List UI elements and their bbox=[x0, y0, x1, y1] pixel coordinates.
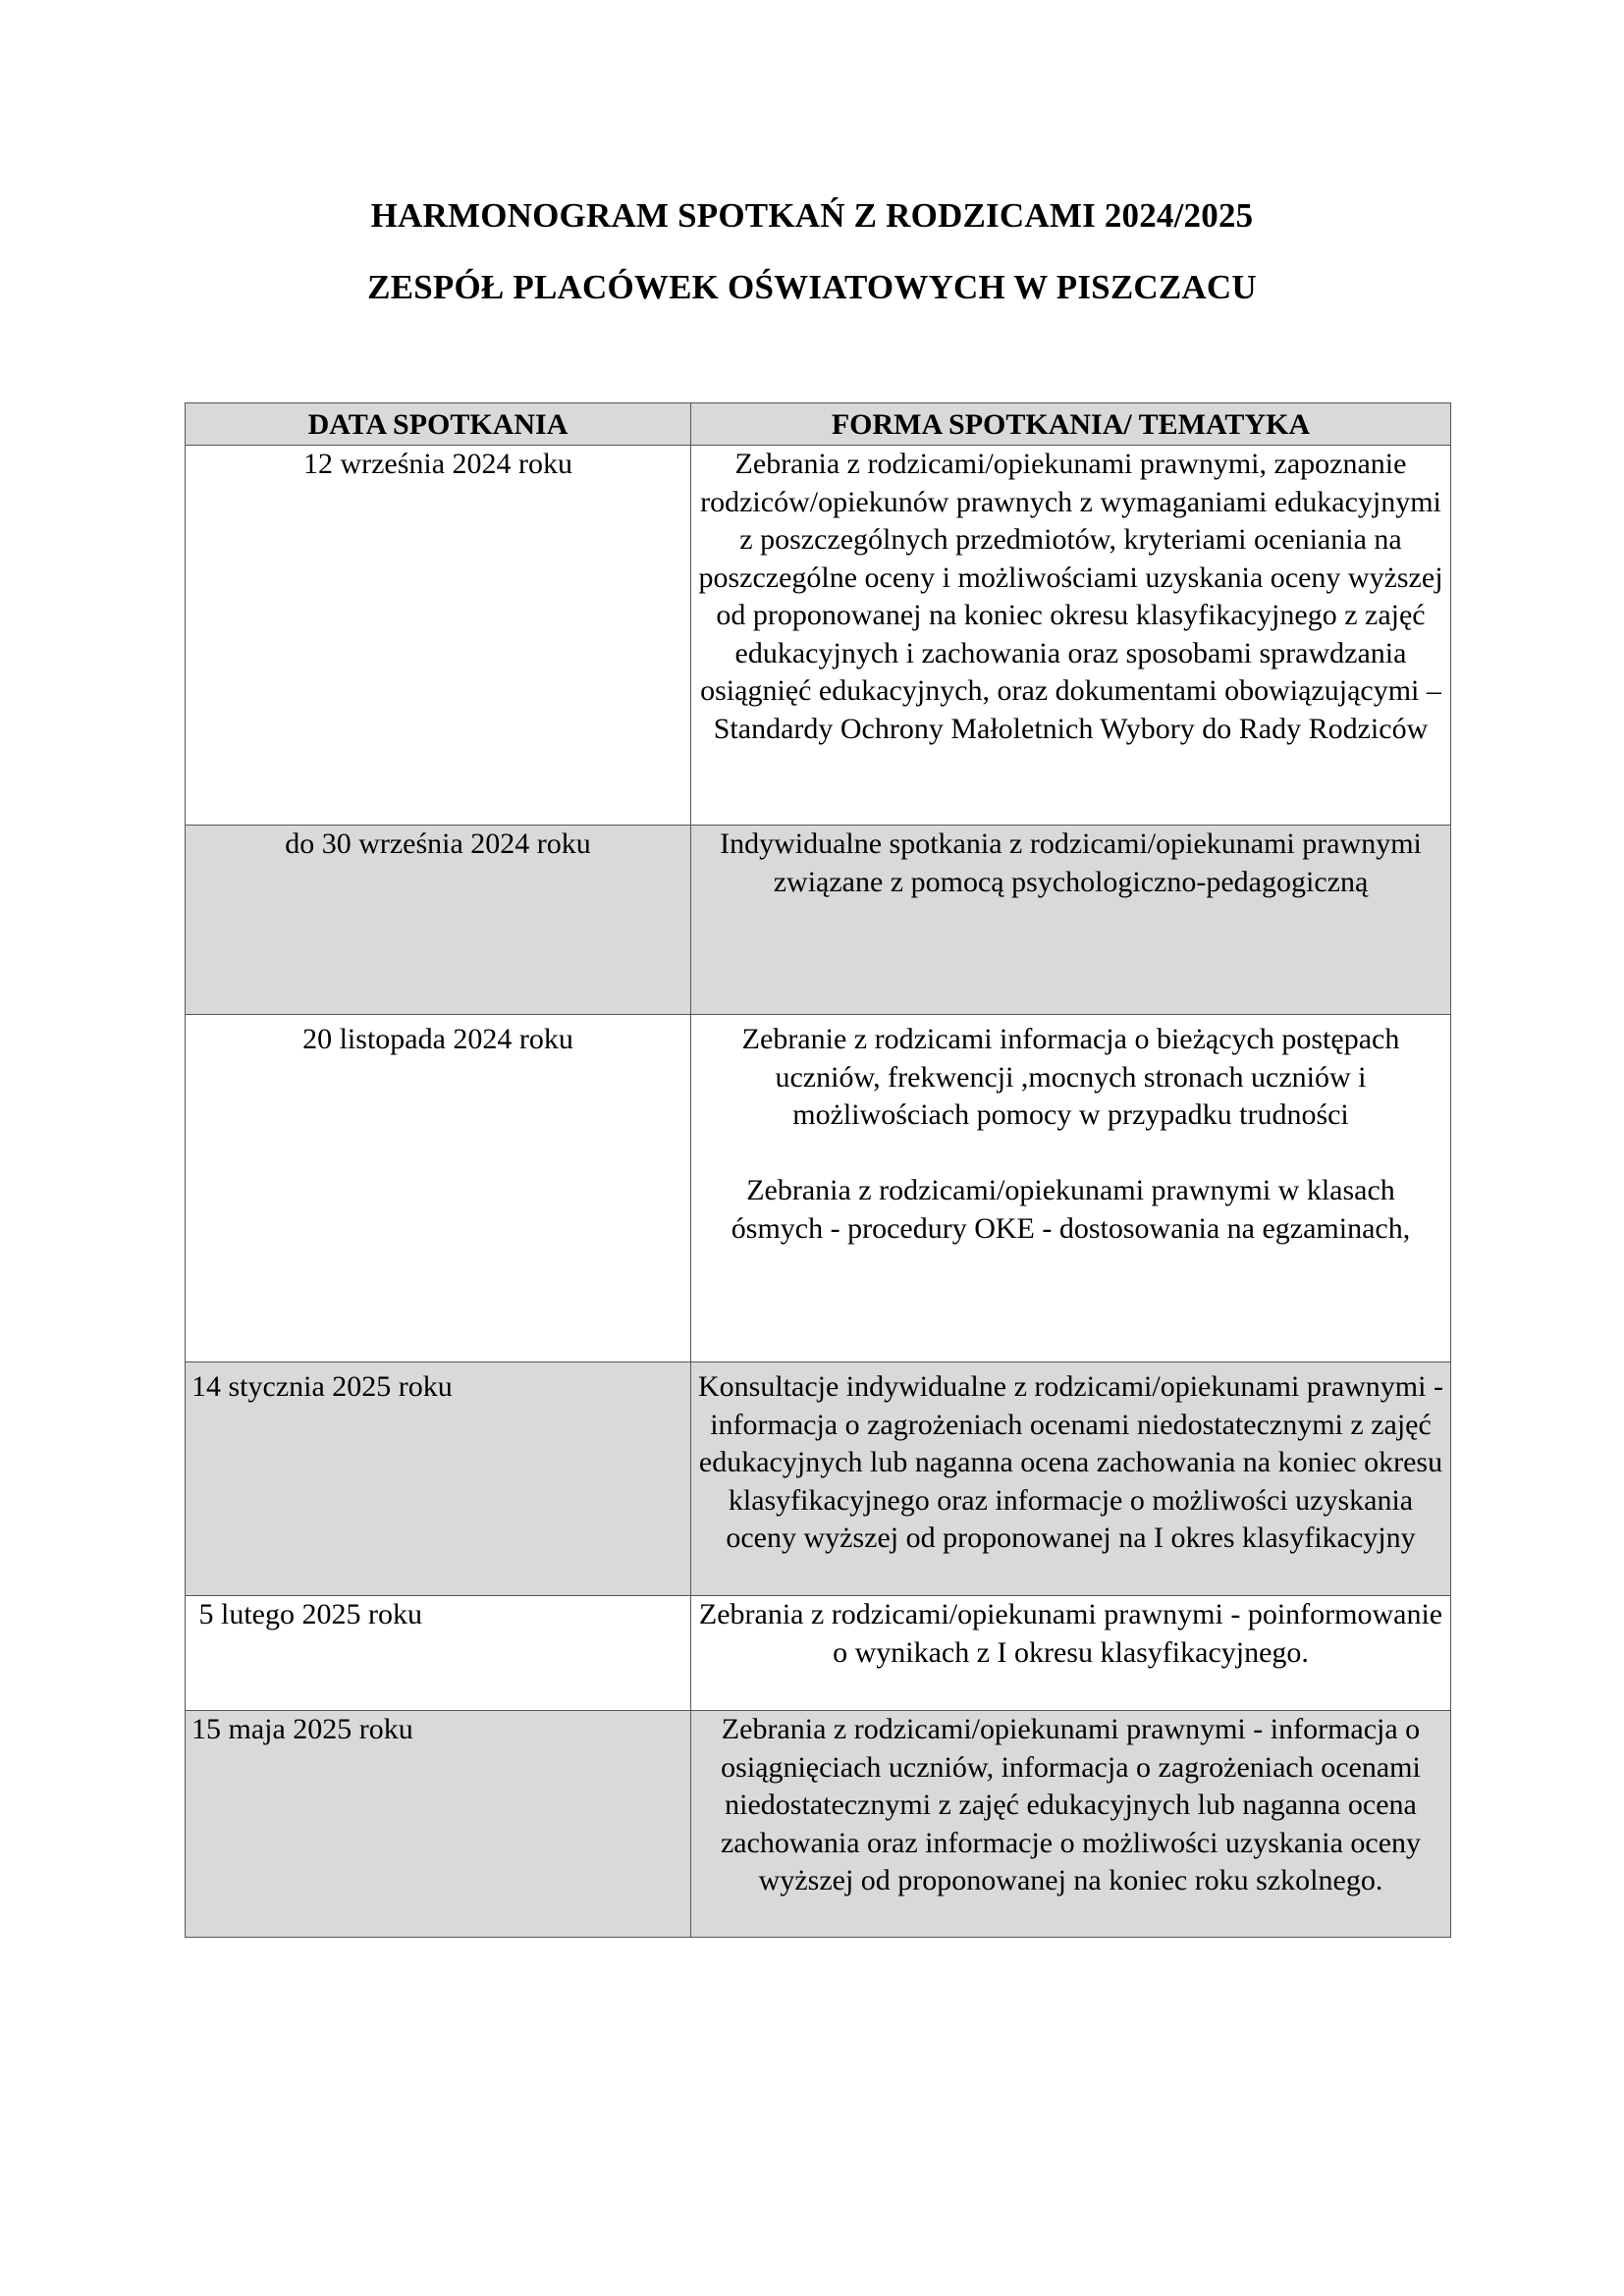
meeting-topic-text: Zebranie z rodzicami informacja o bieżących postępach uczniów, frekwencji ,mocnych stronach uczniów i możliwościach pomocy w przypadku trudności bbox=[741, 1023, 1400, 1131]
table-header-row bbox=[186, 403, 1451, 446]
meeting-topic-text: Konsultacje indywidualne z rodzicami/opiekunami prawnymi - informacja o zagrożeniach ocenami niedostatecznymi z zajęć edukacyjnych lub naganna ocena zachowania na koniec okresu klasyfikacyjnego oraz informacje o możliwości uzyskania oceny wyższej od proponowanej na I okres klasyfikacyjny bbox=[698, 1370, 1443, 1554]
document-subtitle: ZESPÓŁ PLACÓWEK OŚWIATOWYCH W PISZCZACU bbox=[367, 268, 1257, 306]
meeting-topic-text: Zebrania z rodzicami/opiekunami prawnymi, zapoznanie rodziców/opiekunów prawnych z wymaganiami edukacyjnymi z poszczególnych przedmiotów, kryteriami oceniania na poszczególne oceny i możliwościami uzyskania oceny wyższej od proponowanej na koniec okresu klasyfikacyjnego z zajęć edukacyjnych i zachowania oraz sposobami sprawdzania osiągnięć edukacyjnych, oraz dokumentami obowiązującymi – Standardy Ochrony Małoletnich Wybory do Rady Rodziców bbox=[698, 448, 1443, 745]
meeting-topic-cell bbox=[691, 446, 1451, 826]
table-row bbox=[186, 1362, 1451, 1596]
table-row bbox=[186, 1711, 1451, 1938]
meeting-schedule-table bbox=[185, 402, 1451, 1938]
document-title: HARMONOGRAM SPOTKAŃ Z RODZICAMI 2024/2025 bbox=[370, 196, 1254, 235]
meeting-topic-cell bbox=[691, 826, 1451, 1015]
meeting-topic-text: Indywidualne spotkania z rodzicami/opiekunami prawnymi związane z pomocą psychologiczno-pedagogiczną bbox=[720, 828, 1422, 898]
meeting-topic-cell bbox=[691, 1015, 1451, 1362]
meeting-topic-cell bbox=[691, 1711, 1451, 1938]
meeting-topic-text: Zebrania z rodzicami/opiekunami prawnymi w klasach ósmych - procedury OKE - dostosowania na egzaminach, bbox=[731, 1174, 1411, 1245]
meeting-topic-cell bbox=[691, 1596, 1451, 1711]
meeting-date-cell: do 30 września 2024 roku bbox=[186, 826, 691, 1015]
table-row bbox=[186, 446, 1451, 826]
paragraph-spacer bbox=[697, 1135, 1444, 1173]
meeting-date-text: 5 lutego 2025 roku bbox=[191, 1598, 422, 1630]
meeting-date-cell bbox=[186, 1596, 691, 1711]
column-header-topic: FORMA SPOTKANIA/ TEMATYKA bbox=[691, 403, 1451, 446]
meeting-topic-cell bbox=[691, 1362, 1451, 1596]
meeting-date-cell: 20 listopada 2024 roku bbox=[186, 1015, 691, 1362]
meeting-date-cell: 15 maja 2025 roku bbox=[186, 1711, 691, 1938]
table-row bbox=[186, 1015, 1451, 1362]
meeting-topic-text: Zebrania z rodzicami/opiekunami prawnymi - poinformowanie o wynikach z I okresu klasyfikacyjnego. bbox=[698, 1598, 1443, 1669]
meeting-date-cell: 12 września 2024 roku bbox=[186, 446, 691, 826]
table-row bbox=[186, 1596, 1451, 1711]
meeting-date-cell: 14 stycznia 2025 roku bbox=[186, 1362, 691, 1596]
meeting-topic-text: Zebrania z rodzicami/opiekunami prawnymi - informacja o osiągnięciach uczniów, informacja o zagrożeniach ocenami niedostatecznymi z zajęć edukacyjnych lub naganna ocena zachowania oraz informacje o możliwości uzyskania oceny wyższej od proponowanej na koniec roku szkolnego. bbox=[720, 1713, 1422, 1896]
column-header-date: DATA SPOTKANIA bbox=[186, 403, 691, 446]
table-row bbox=[186, 826, 1451, 1015]
